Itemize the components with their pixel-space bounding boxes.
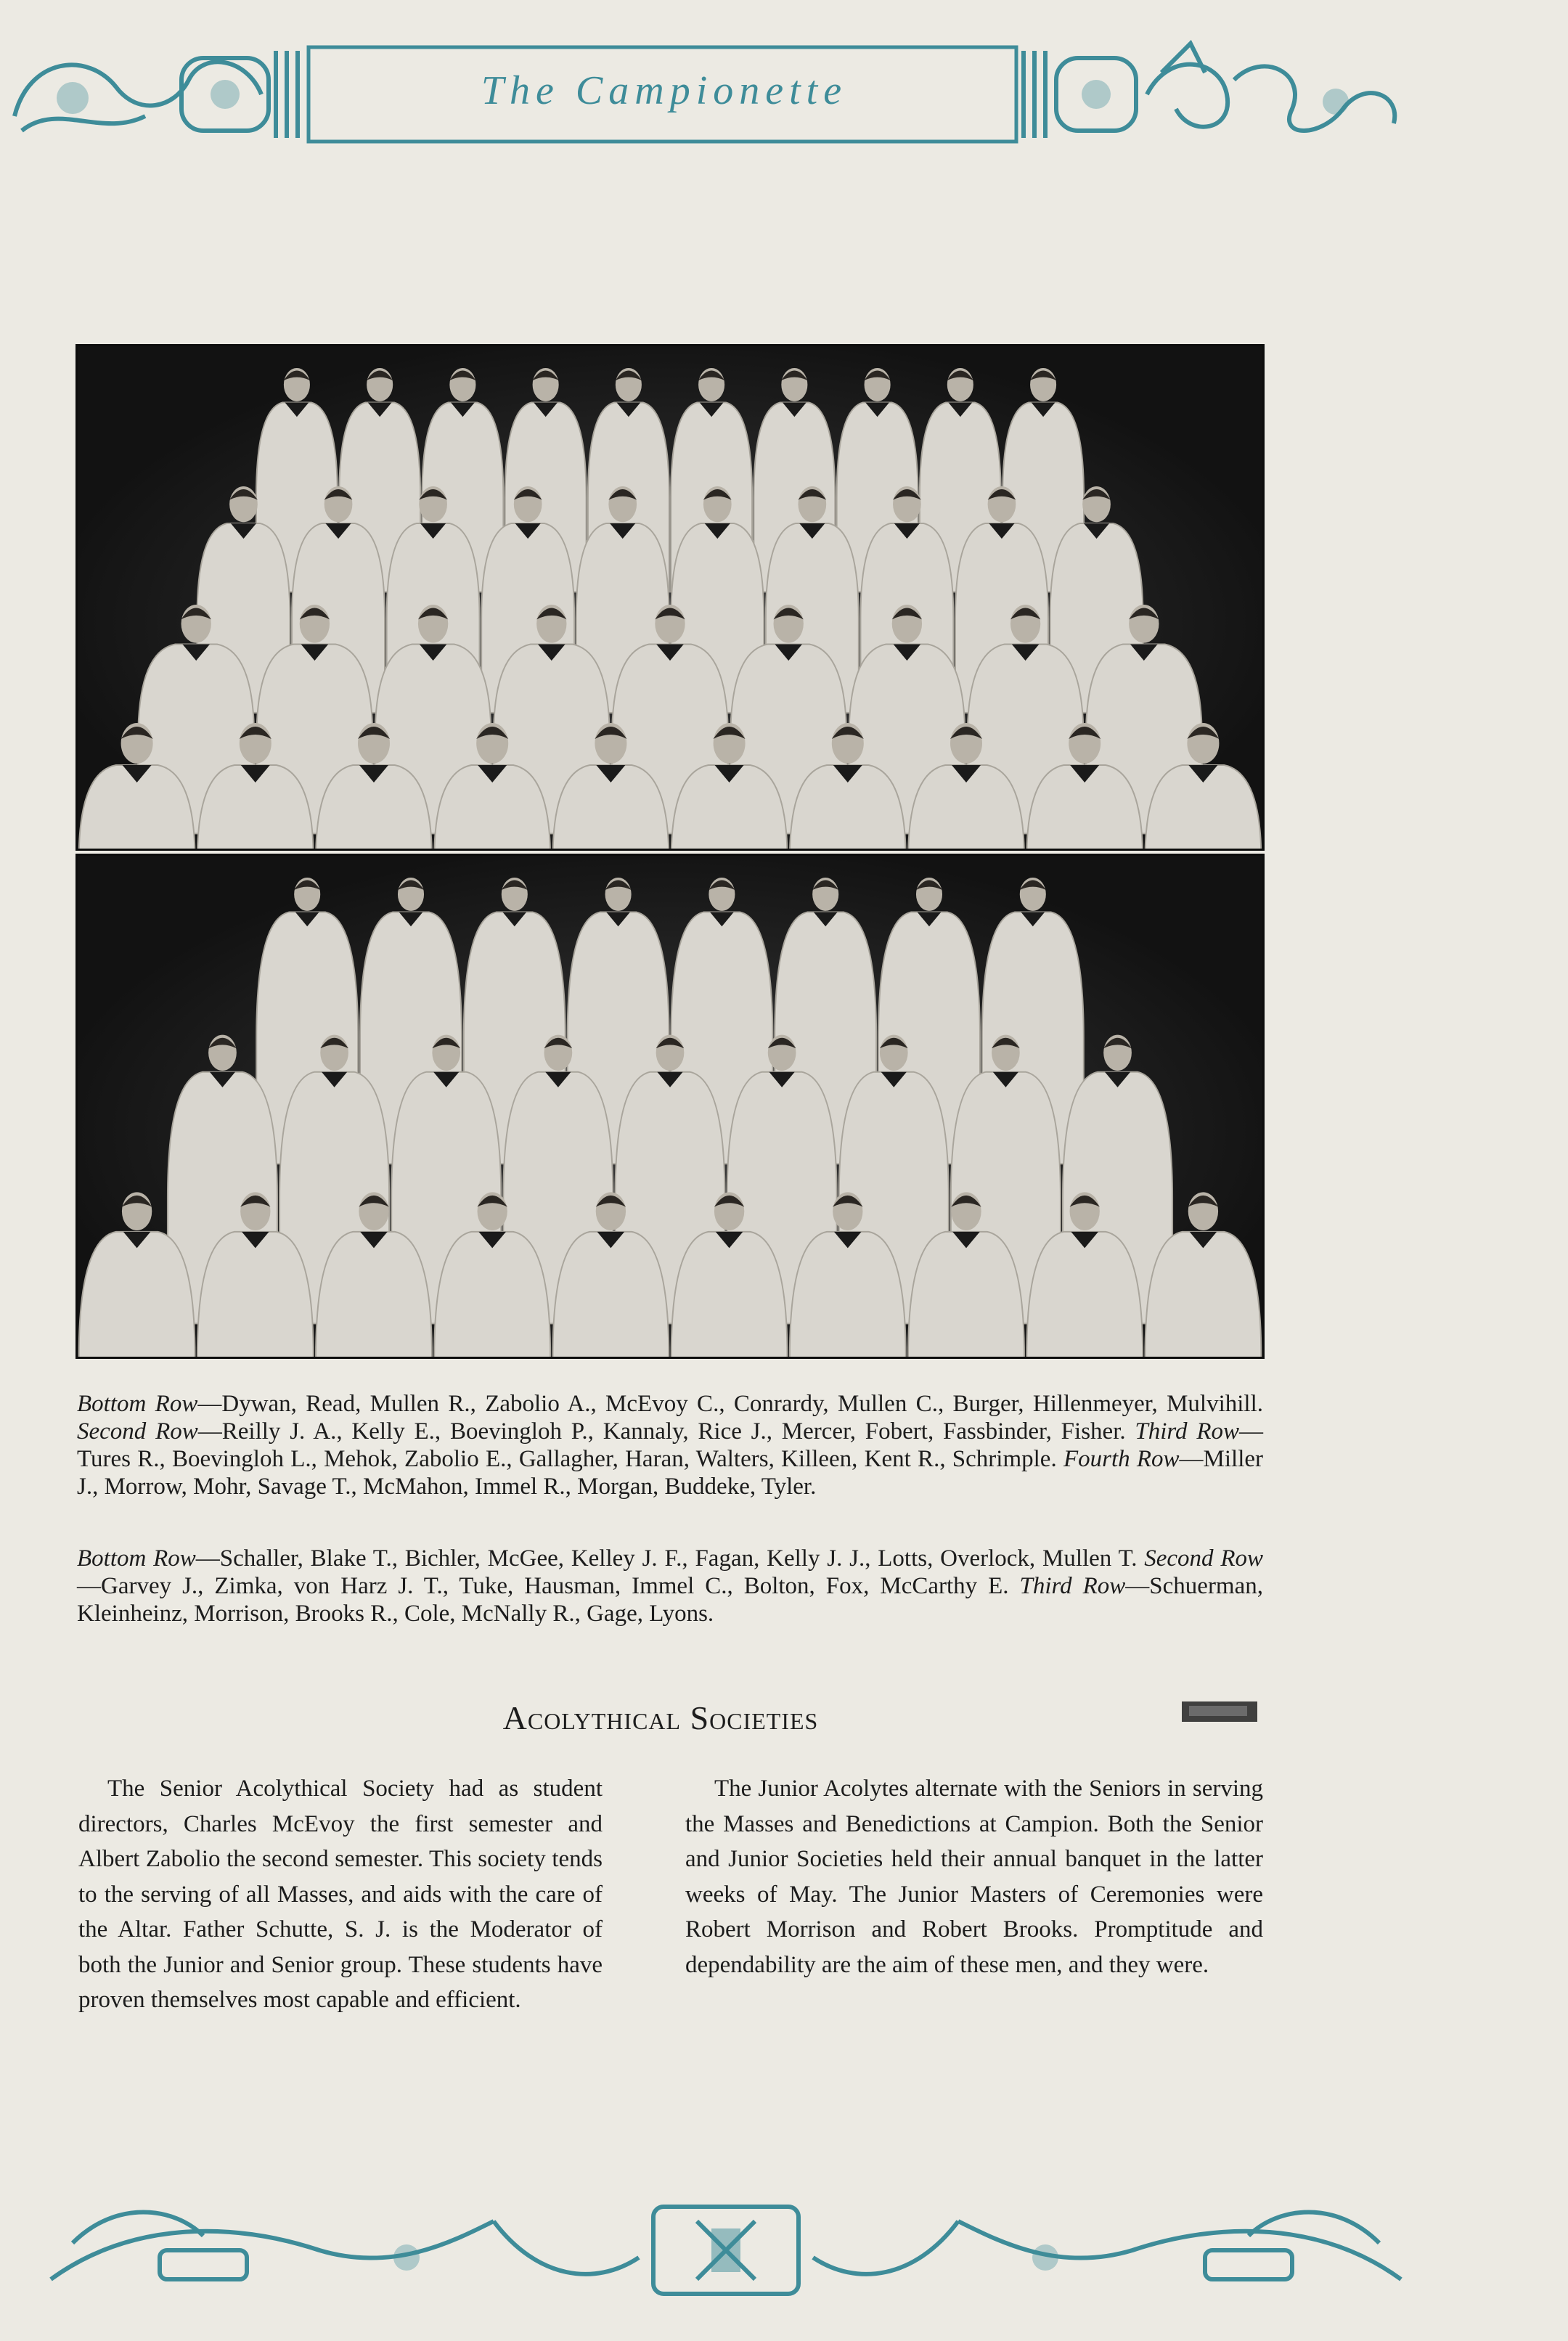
junior-acolytes-photo bbox=[75, 854, 1265, 1359]
row-label: Second Row bbox=[1144, 1545, 1264, 1572]
article-right-column bbox=[685, 1771, 1263, 1982]
name-list: —Schuerman, Kleinheinz, Morrison, Brooks R., Cole, McNally R., Gage, Lyons. bbox=[77, 1573, 1263, 1627]
name-list: —Garvey J., Zimka, von Harz J. T., Tuke, Hausman, Immel C., Bolton, Fox, McCarthy E. bbox=[77, 1573, 1020, 1599]
row-label: Bottom Row bbox=[77, 1391, 198, 1417]
name-list: —Schaller, Blake T., Bichler, McGee, Kelley J. F., Fagan, Kelly J. J., Lotts, Overlock, Mullen T. bbox=[195, 1545, 1145, 1572]
name-list: —Miller J., Morrow, Mohr, Savage T., McMahon, Immel R., Morgan, Buddeke, Tyler. bbox=[77, 1446, 1263, 1500]
senior-photo-caption bbox=[77, 1390, 1263, 1500]
name-list: —Reilly J. A., Kelly E., Boevingloh P., Kannaly, Rice J., Mercer, Fobert, Fassbinder, Fisher. bbox=[197, 1418, 1135, 1445]
row-label: Third Row bbox=[1019, 1573, 1126, 1599]
article-paragraph: The Junior Acolytes alternate with the Seniors in serving the Masses and Benedictions at Campion. Both the Senior and Junior Societies held their annual banquet in the latter weeks of May. The Junior Masters of Ceremonies were Robert Morrison and Robert Brooks. Promptitude and dependability are the aim of these men, and they were. bbox=[685, 1776, 1263, 1978]
row-label: Fourth Row bbox=[1063, 1446, 1180, 1472]
group-portrait bbox=[78, 856, 1262, 1357]
section-title: Acolythical Societies bbox=[502, 1699, 819, 1736]
name-list: —Tures R., Boevingloh L., Mehok, Zabolio E., Gallagher, Haran, Walters, Killeen, Kent R., Schrimple. bbox=[77, 1418, 1264, 1472]
senior-acolytes-photo bbox=[75, 344, 1265, 851]
name-list: —Dywan, Read, Mullen R., Zabolio A., McEvoy C., Conrardy, Mullen C., Burger, Hillenmeyer, Mulvihill. bbox=[197, 1391, 1264, 1417]
row-label: Third Row bbox=[1135, 1418, 1240, 1445]
footer-ornament-banner bbox=[44, 2178, 1408, 2308]
article-paragraph: The Senior Acolythical Society had as student directors, Charles McEvoy the first semester and Albert Zabolio the second semester. This society tends to the serving of all Masses, and aids with the care of the Altar. Father Schutte, S. J. is the Moderator of both the Junior and Senior group. These students have proven themselves most capable and efficient. bbox=[78, 1776, 603, 2013]
article-left-column bbox=[78, 1771, 603, 2018]
row-label: Second Row bbox=[77, 1418, 198, 1445]
running-header-title: The Campionette bbox=[481, 68, 848, 113]
row-label: Bottom Row bbox=[77, 1545, 196, 1572]
junior-photo-caption bbox=[77, 1545, 1263, 1627]
group-portrait bbox=[78, 346, 1262, 849]
ink-stamp-mark bbox=[1179, 1697, 1260, 1726]
